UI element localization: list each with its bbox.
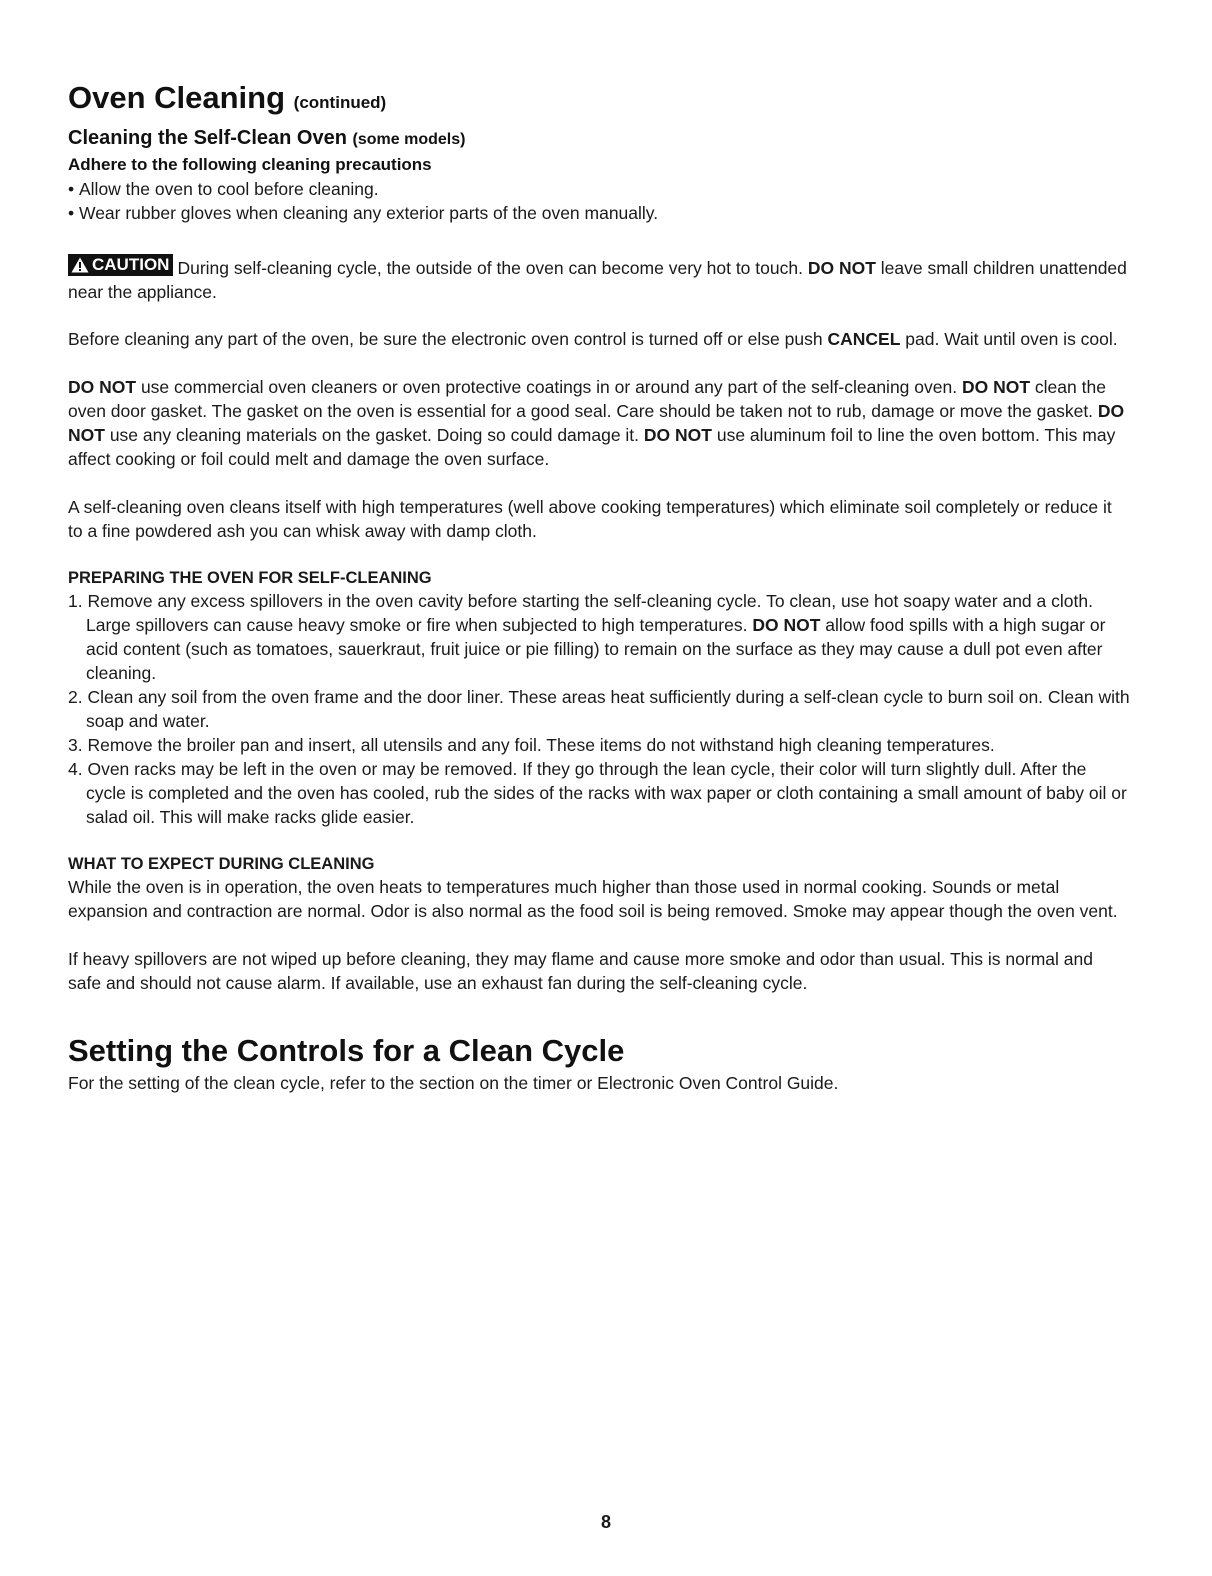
preparing-heading: PREPARING THE OVEN FOR SELF-CLEANING — [68, 569, 432, 587]
expect-paragraph-2: If heavy spillovers are not wiped up before cleaning, they may flame and cause more smoke and odor than usual. This is normal and safe and should not cause alarm. If available, use an exhaust fan during the self-cleaning cycle. — [68, 949, 1093, 993]
self-clean-paragraph: A self-cleaning oven cleans itself with high temperatures (well above cooking temperatures) which eliminate soil completely or reduce it to a fine powdered ash you can whisk away with damp cloth. — [68, 497, 1112, 541]
do-not-paragraph: DO NOT use commercial oven cleaners or oven protective coatings in or around any part of the self-cleaning oven. DO NOT clean the oven door gasket. The gasket on the oven is essential for a good seal. Care should be taken not to rub, damage or move the gasket. DO NOT use any cleaning materials on the gasket. Doing so could damage it. DO NOT use aluminum foil to line the oven bottom. This may affect cooking or foil could melt and damage the oven surface. — [68, 377, 1125, 469]
page-title: Oven Cleaning (continued) — [68, 80, 387, 115]
preparing-steps — [68, 589, 1130, 829]
precautions-heading: Adhere to the following cleaning precautions — [68, 155, 432, 174]
list-item: 2. Clean any soil from the oven frame and the door liner. These areas heat sufficiently during a self-clean cycle to burn soil on. Clean with soap and water. — [68, 687, 1130, 731]
list-item: 1. Remove any excess spillovers in the oven cavity before starting the self-cleaning cycle. To clean, use hot soapy water and a cloth. Large spillovers can cause heavy smoke or fire when subjected to high temperatures. DO NOT allow food spills with a high sugar or acid content (such as tomatoes, sauerkraut, fruit juice or pie filling) to remain on the surface as they may cause a dull pot even after cleaning. — [68, 591, 1106, 683]
caution-paragraph: CAUTION During self-cleaning cycle, the outside of the oven can become very hot to touch. DO NOT leave small children unattended near the appliance. — [68, 255, 1127, 302]
warning-icon — [71, 257, 89, 273]
caution-badge: CAUTION — [68, 254, 173, 276]
controls-text: For the setting of the clean cycle, refer to the section on the timer or Electronic Oven Control Guide. — [68, 1073, 839, 1093]
page-number: 8 — [600, 1512, 611, 1532]
document-page — [68, 78, 1130, 1095]
list-item: 4. Oven racks may be left in the oven or may be removed. If they go through the lean cycle, their color will turn slightly dull. After the cycle is completed and the oven has cooled, rub the sides of the racks with wax paper or cloth containing a small amount of baby oil or salad oil. This will make racks glide easier. — [68, 759, 1127, 827]
section-subtitle: Cleaning the Self-Clean Oven (some models) — [68, 127, 466, 149]
list-item: • Wear rubber gloves when cleaning any exterior parts of the oven manually. — [68, 201, 1130, 225]
subtitle-suffix: (some models) — [352, 131, 466, 148]
controls-heading: Setting the Controls for a Clean Cycle — [68, 1033, 625, 1068]
precautions-list — [68, 177, 1130, 225]
title-suffix: (continued) — [293, 93, 387, 112]
list-item: 3. Remove the broiler pan and insert, all utensils and any foil. These items do not withstand high cleaning temperatures. — [68, 735, 995, 755]
expect-paragraph-1: While the oven is in operation, the oven heats to temperatures much higher than those used in normal cooking. Sounds or metal expansion and contraction are normal. Odor is also normal as the food soil is being removed. Smoke may appear though the oven vent. — [68, 877, 1118, 921]
expect-heading: WHAT TO EXPECT DURING CLEANING — [68, 855, 375, 873]
cancel-paragraph: Before cleaning any part of the oven, be sure the electronic oven control is turned off or else push CANCEL pad. Wait until oven is cool. — [68, 329, 1118, 349]
list-item: • Allow the oven to cool before cleaning. — [68, 177, 1130, 201]
